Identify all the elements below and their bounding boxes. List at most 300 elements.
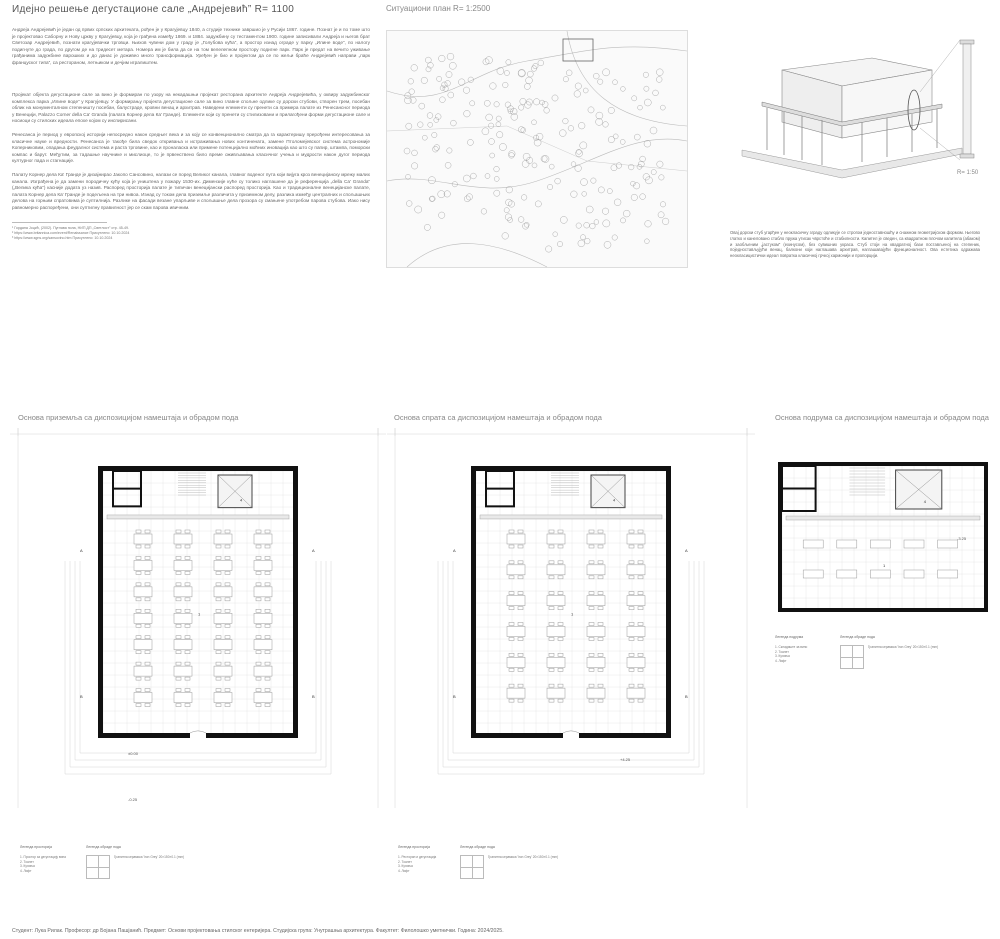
chair xyxy=(136,571,141,574)
chair xyxy=(176,571,181,574)
table xyxy=(254,587,272,597)
chair xyxy=(589,699,594,702)
chair xyxy=(145,583,150,586)
chair xyxy=(145,609,150,612)
tree-symbol xyxy=(518,217,524,223)
tree-symbol xyxy=(433,146,439,152)
chair xyxy=(216,571,221,574)
chair xyxy=(176,609,181,612)
chair xyxy=(598,561,603,564)
chair xyxy=(518,530,523,533)
chair xyxy=(629,637,634,640)
chair xyxy=(136,651,141,654)
tree-symbol xyxy=(439,55,446,62)
chair xyxy=(589,530,594,533)
chair xyxy=(216,636,221,639)
bar-counter xyxy=(786,516,980,520)
legend-floor-title: Легенда обраде пода xyxy=(86,845,121,849)
table xyxy=(627,565,645,575)
chair xyxy=(598,668,603,671)
chair xyxy=(518,607,523,610)
chair xyxy=(265,704,270,707)
wine-rack xyxy=(938,540,958,548)
table xyxy=(174,587,192,597)
chair xyxy=(589,684,594,687)
tree-symbol xyxy=(463,175,470,182)
tree-symbol xyxy=(499,143,506,150)
chair xyxy=(589,545,594,548)
tree-symbol xyxy=(494,102,499,107)
chair xyxy=(518,653,523,656)
chair xyxy=(185,651,190,654)
chair xyxy=(558,699,563,702)
tree-symbol xyxy=(574,91,581,98)
tree-symbol xyxy=(578,240,585,247)
tree-symbol xyxy=(502,233,509,240)
legend-room-item: 4. Лифт xyxy=(20,868,32,873)
table xyxy=(587,596,605,606)
legend-room-item: 1. Складиште за вино xyxy=(775,645,808,649)
table xyxy=(627,688,645,698)
tree-symbol xyxy=(535,201,541,207)
table xyxy=(214,613,232,623)
table xyxy=(507,565,525,575)
chair xyxy=(549,607,554,610)
tree-symbol xyxy=(434,145,440,151)
chair xyxy=(145,636,150,639)
tree-symbol xyxy=(563,118,569,124)
chair xyxy=(216,556,221,559)
legend-room-item: 2. Тоалет xyxy=(775,649,789,654)
tree-symbol xyxy=(538,60,544,66)
chair xyxy=(629,576,634,579)
chair xyxy=(225,689,230,692)
section-mark-a: A xyxy=(312,548,315,553)
chair xyxy=(185,556,190,559)
tree-symbol xyxy=(404,97,411,104)
section-mark-b: B xyxy=(685,694,688,699)
tree-symbol xyxy=(620,218,625,223)
floor-tile-swatch xyxy=(840,645,864,669)
chair xyxy=(509,592,514,595)
chair xyxy=(549,684,554,687)
chair xyxy=(216,583,221,586)
chair xyxy=(629,622,634,625)
chair xyxy=(629,653,634,656)
chair xyxy=(265,689,270,692)
tree-symbol xyxy=(620,139,625,144)
tree-symbol xyxy=(518,69,525,76)
tree-symbol xyxy=(608,107,614,113)
wine-rack xyxy=(803,540,823,548)
room-number: 1 xyxy=(883,563,886,568)
tree-symbol xyxy=(419,103,425,109)
tree-symbol xyxy=(580,142,587,149)
chair xyxy=(518,576,523,579)
chair xyxy=(598,607,603,610)
chair xyxy=(558,668,563,671)
tree-symbol xyxy=(555,178,561,184)
tree-symbol xyxy=(644,99,651,106)
table xyxy=(214,534,232,544)
chair xyxy=(558,653,563,656)
chair xyxy=(225,677,230,680)
tree-symbol xyxy=(490,83,497,90)
chair xyxy=(225,651,230,654)
chair xyxy=(256,571,261,574)
chair xyxy=(549,622,554,625)
room-number: 1 xyxy=(198,611,201,617)
chair xyxy=(629,699,634,702)
chair xyxy=(225,598,230,601)
tree-symbol xyxy=(571,162,576,167)
chair xyxy=(589,622,594,625)
tree-symbol xyxy=(613,80,618,85)
chair xyxy=(509,561,514,564)
tree-symbol xyxy=(486,114,493,121)
tree-symbol xyxy=(568,126,574,132)
section-mark-a: A xyxy=(80,548,83,553)
table xyxy=(507,596,525,606)
tree-symbol xyxy=(447,148,452,153)
chair xyxy=(145,530,150,533)
chair xyxy=(176,530,181,533)
chair xyxy=(185,530,190,533)
tree-symbol xyxy=(497,68,504,75)
chair xyxy=(558,607,563,610)
chair xyxy=(265,556,270,559)
chair xyxy=(256,636,261,639)
tree-symbol xyxy=(470,101,475,106)
tree-symbol xyxy=(467,139,473,145)
chair xyxy=(145,545,150,548)
chair xyxy=(185,583,190,586)
chair xyxy=(185,545,190,548)
tree-symbol xyxy=(612,235,617,240)
room-number: 1 xyxy=(571,611,574,617)
building-footprint xyxy=(563,39,593,61)
tree-symbol xyxy=(583,88,588,93)
tree-symbol xyxy=(613,134,618,139)
tree-symbol xyxy=(602,208,608,214)
legend-rooms-title: Легенда просторија xyxy=(398,845,430,849)
tree-symbol xyxy=(631,194,637,200)
tree-symbol xyxy=(523,223,529,229)
table xyxy=(547,534,565,544)
chair xyxy=(549,592,554,595)
tree-symbol xyxy=(623,210,630,217)
chair xyxy=(509,684,514,687)
table xyxy=(507,534,525,544)
table xyxy=(254,534,272,544)
tree-symbol xyxy=(497,132,503,138)
chair xyxy=(598,637,603,640)
tree-symbol xyxy=(532,163,537,168)
chair xyxy=(638,653,643,656)
section-mark-b: B xyxy=(80,694,83,699)
tree-symbol xyxy=(509,153,515,159)
tree-symbol xyxy=(659,175,664,180)
tree-symbol xyxy=(464,196,470,202)
tree-symbol xyxy=(522,160,529,167)
legend-room-item: 2. Тоалет xyxy=(20,859,34,864)
section-mark-a: A xyxy=(685,548,688,553)
tree-symbol xyxy=(644,140,651,147)
tree-symbol xyxy=(637,164,642,169)
tree-symbol xyxy=(588,107,594,113)
tree-symbol xyxy=(505,102,511,108)
chair xyxy=(216,704,221,707)
tree-symbol xyxy=(471,173,477,179)
terrace-step xyxy=(65,561,331,774)
chair xyxy=(629,530,634,533)
table xyxy=(134,587,152,597)
tree-symbol xyxy=(494,176,499,181)
legend-room-item: 4. Лифт xyxy=(775,658,787,663)
tree-symbol xyxy=(481,209,487,215)
chair xyxy=(176,624,181,627)
room-number: 4 xyxy=(923,499,926,504)
chair xyxy=(558,684,563,687)
section-mark-b: B xyxy=(453,694,456,699)
level-label-upper: +4.25 xyxy=(620,757,631,762)
chair xyxy=(598,622,603,625)
tree-symbol xyxy=(580,235,585,240)
tree-symbol xyxy=(549,164,554,169)
chair xyxy=(225,609,230,612)
tree-symbol xyxy=(643,72,648,77)
room-number: 4 xyxy=(240,497,243,503)
table xyxy=(627,657,645,667)
tree-symbol xyxy=(591,178,596,183)
tree-symbol xyxy=(603,220,610,227)
chair xyxy=(549,545,554,548)
tree-symbol xyxy=(412,150,418,156)
chair xyxy=(136,636,141,639)
table xyxy=(587,534,605,544)
table xyxy=(254,693,272,703)
tree-symbol xyxy=(578,122,585,129)
section-marks xyxy=(453,548,688,699)
tree-symbol xyxy=(445,162,451,168)
wine-rack xyxy=(904,570,924,578)
chair xyxy=(638,637,643,640)
tree-symbol xyxy=(575,83,581,89)
chair xyxy=(629,684,634,687)
tree-symbol xyxy=(463,87,469,93)
chair xyxy=(256,556,261,559)
chair xyxy=(145,677,150,680)
tree-symbol xyxy=(446,71,452,77)
chair xyxy=(265,545,270,548)
ground-floor-plan xyxy=(10,428,375,848)
tree-symbol xyxy=(563,77,568,82)
chair xyxy=(145,598,150,601)
table xyxy=(174,560,192,570)
tree-symbol xyxy=(585,238,591,244)
chair xyxy=(598,684,603,687)
tree-symbol xyxy=(632,96,637,101)
tree-symbol xyxy=(596,118,603,125)
staircase xyxy=(551,473,579,495)
tree-symbol xyxy=(484,100,490,106)
terrace-step xyxy=(80,561,316,753)
chair xyxy=(558,530,563,533)
intro-paragraph-4: Палату Корнер дела Ка' Гранде је дизајнирао Јакопо Сансовино, налази се поред Великог канала, главног воденог пута који вијуга кроз венецијанску мрежу малих канала. Изграђена је да замени породичну кућу која је уништена у пожару 1530-их. Димензије куће су толико наглашене да је референција „della Ca' Granda” („Велика кућа”) касније додата уз назив. Распоред просторија палате је типичан венецијански распоред просторија. Као и традиционалне венецијанске палате, палата Корнер дела Ка' Гранде је подељена на три нивоа. Изнад су током дела приземље различита у приземном делу, разлика између централних и спољашњих делова на горњим спратовима је суптилнија. Разлике на фасади везане упарљиве и спољашње дела прозора су смањене употребом парова стубова. Иако нису равномерно распоређени, они суптилну правилност јер се скам парова ивичним. xyxy=(12,172,370,210)
tree-symbol xyxy=(598,79,603,84)
chair xyxy=(518,684,523,687)
tree-symbol xyxy=(521,195,527,201)
tree-symbol xyxy=(428,122,433,127)
floor-tile-grid xyxy=(782,466,984,608)
tree-symbol xyxy=(542,101,548,107)
table xyxy=(507,657,525,667)
chair xyxy=(216,545,221,548)
tree-symbol xyxy=(553,232,558,237)
chair xyxy=(589,668,594,671)
table xyxy=(254,560,272,570)
chair xyxy=(216,677,221,680)
tree-symbol xyxy=(511,114,518,121)
table xyxy=(587,688,605,698)
tree-symbol xyxy=(439,212,445,218)
tree-symbol xyxy=(421,77,427,83)
tree-symbol xyxy=(427,113,433,119)
chair xyxy=(638,684,643,687)
chair xyxy=(265,677,270,680)
situation-plan-frame xyxy=(386,30,688,268)
chair xyxy=(265,583,270,586)
chair xyxy=(136,677,141,680)
tree-symbol xyxy=(552,95,558,101)
chair xyxy=(265,598,270,601)
tree-symbol xyxy=(547,184,552,189)
level-label-ground-exterior: -0.25 xyxy=(128,797,138,802)
chair xyxy=(265,571,270,574)
table xyxy=(134,666,152,676)
tree-symbol xyxy=(638,105,643,110)
table xyxy=(587,657,605,667)
footnote-1: ¹ Гордана Јоцић, (2002). Пуглава пола, НИП ДП „Светлост” стр. 45-49. xyxy=(12,226,129,230)
section-mark-a: A xyxy=(453,548,456,553)
chair xyxy=(638,668,643,671)
tree-symbol xyxy=(464,110,471,117)
tree-symbol xyxy=(406,201,412,207)
tree-symbol xyxy=(406,123,412,129)
chair xyxy=(558,576,563,579)
tree-symbol xyxy=(424,224,430,230)
tree-symbol xyxy=(596,112,603,119)
tree-symbol xyxy=(526,77,533,84)
staircase xyxy=(849,468,885,495)
tree-symbol xyxy=(408,79,414,85)
chair xyxy=(638,699,643,702)
table xyxy=(214,666,232,676)
table xyxy=(174,534,192,544)
chair xyxy=(145,689,150,692)
chair xyxy=(256,583,261,586)
table xyxy=(254,613,272,623)
plan-title-ground: Основа приземља са диспозицијом намештаја и обрадом пода xyxy=(18,413,239,422)
tree-symbol xyxy=(488,123,493,128)
tree-symbol xyxy=(494,190,500,196)
tree-symbol xyxy=(519,105,524,110)
chair xyxy=(185,571,190,574)
plan-title-basement: Основа подрума са диспозицијом намештаја и обрадом пода xyxy=(775,413,989,422)
table xyxy=(587,626,605,636)
chair xyxy=(558,561,563,564)
tree-symbol xyxy=(490,153,495,158)
wine-rack xyxy=(870,570,890,578)
legend-room-item: 1. Простор за дегустацију вина xyxy=(20,855,66,859)
chair xyxy=(509,653,514,656)
chair xyxy=(589,653,594,656)
chair xyxy=(216,609,221,612)
chair xyxy=(509,622,514,625)
chair xyxy=(549,653,554,656)
site-lines xyxy=(387,428,755,808)
chair xyxy=(598,576,603,579)
chair xyxy=(256,545,261,548)
tree-symbol xyxy=(518,70,525,77)
chair xyxy=(256,662,261,665)
upper-floor-plan xyxy=(387,428,752,848)
tree-symbol xyxy=(496,116,501,121)
table xyxy=(547,657,565,667)
tree-symbol xyxy=(660,105,665,110)
chair xyxy=(638,530,643,533)
chair xyxy=(265,530,270,533)
tree-symbol xyxy=(660,202,665,207)
chair xyxy=(549,637,554,640)
chair xyxy=(225,571,230,574)
tree-symbol xyxy=(406,174,411,179)
tree-symbol xyxy=(645,177,652,184)
tree-symbol xyxy=(496,122,501,127)
chair xyxy=(509,699,514,702)
chair xyxy=(638,592,643,595)
chair xyxy=(185,704,190,707)
section-mark-b: B xyxy=(312,694,315,699)
table xyxy=(174,693,192,703)
tree-symbol xyxy=(524,84,530,90)
floor-tile-swatch xyxy=(460,855,484,879)
chair xyxy=(216,662,221,665)
chair xyxy=(185,689,190,692)
chair xyxy=(265,609,270,612)
tree-symbol xyxy=(614,199,621,206)
chair xyxy=(629,607,634,610)
chair xyxy=(509,530,514,533)
chair xyxy=(136,609,141,612)
chair xyxy=(256,704,261,707)
table xyxy=(174,666,192,676)
chair xyxy=(598,545,603,548)
furniture xyxy=(507,530,645,702)
tree-symbol xyxy=(640,194,646,200)
chair xyxy=(518,592,523,595)
level-label-ground: ±0.00 xyxy=(128,751,138,756)
chair xyxy=(225,530,230,533)
chair xyxy=(176,662,181,665)
tree-symbol xyxy=(447,53,454,60)
chair xyxy=(256,651,261,654)
chair xyxy=(509,668,514,671)
tree-symbol xyxy=(483,59,489,65)
tree-symbol xyxy=(650,127,657,134)
legend-room-item: 3. Кухиња xyxy=(398,864,413,869)
chair xyxy=(216,530,221,533)
